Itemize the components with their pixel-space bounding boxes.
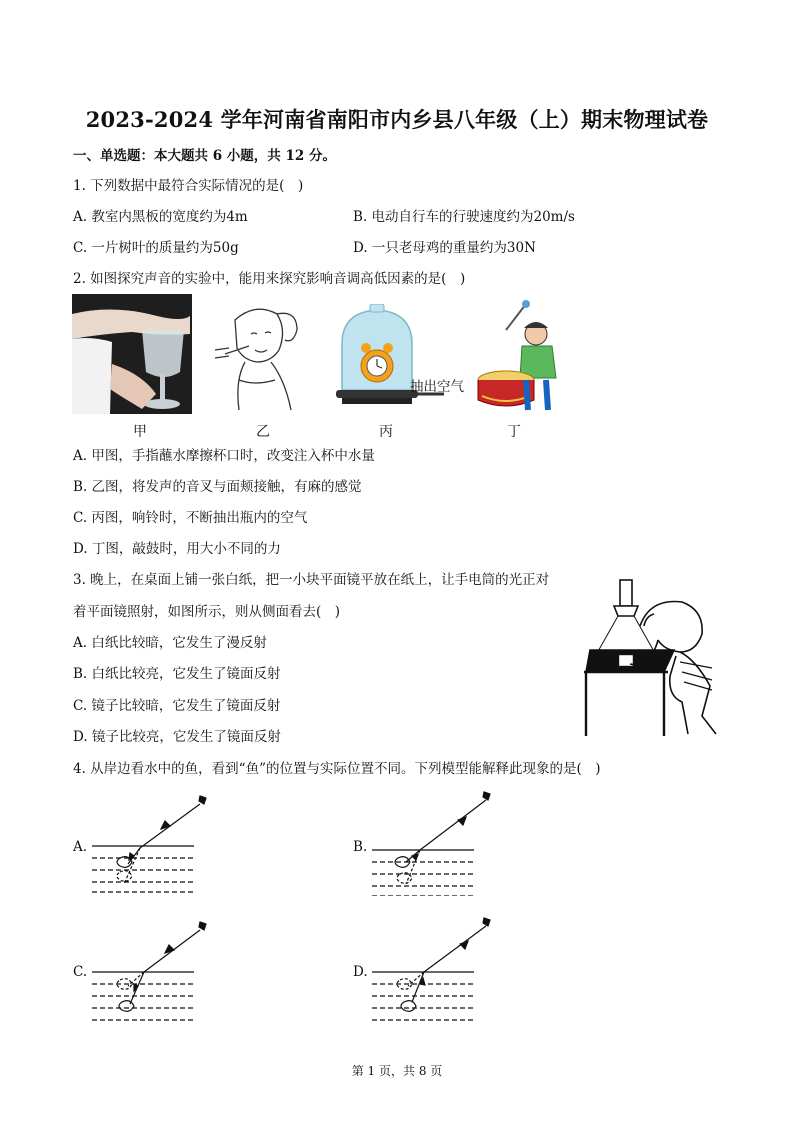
q3-option-d: D. 镜子比较亮，它发生了镜面反射 <box>73 729 281 745</box>
q2-figure-bing-bell-jar <box>332 304 482 416</box>
q3-option-b: B. 白纸比较亮，它发生了镜面反射 <box>73 666 281 682</box>
q2-option-d: D. 丁图，敲鼓时，用大小不同的力 <box>73 541 281 557</box>
q2-option-c: C. 丙图，响铃时，不断抽出瓶内的空气 <box>73 510 308 526</box>
q2-option-b: B. 乙图，将发声的音叉与面颊接触，有麻的感觉 <box>73 479 362 495</box>
q2-caption-ding: 丁 <box>507 424 521 440</box>
q4-label-b: B. <box>353 839 368 855</box>
q4-diagram-b <box>368 786 498 896</box>
q2-caption-yi: 乙 <box>256 424 270 440</box>
q4-label-d: D. <box>353 964 368 980</box>
page-footer: 第 1 页，共 8 页 <box>351 1064 443 1078</box>
q3-stem-line2: 着平面镜照射，如图所示，则从侧面看去( ) <box>73 604 341 620</box>
q4-stem: 4. 从岸边看水中的鱼，看到“鱼”的位置与实际位置不同。下列模型能解释此现象的是( ) <box>73 761 601 777</box>
q3-stem-line1: 3. 晚上，在桌面上铺一张白纸，把一小块平面镜平放在纸上，让手电筒的光正对 <box>73 572 550 588</box>
q1-option-b: B. 电动自行车的行驶速度约为20m/s <box>353 209 575 225</box>
q4-label-c: C. <box>73 964 88 980</box>
page-title: 2023-2024 学年河南省南阳市内乡县八年级（上）期末物理试卷 <box>85 107 709 132</box>
q2-option-a: A. 甲图，手指蘸水摩擦杯口时，改变注入杯中水量 <box>73 448 375 464</box>
q2-figure-ding-drum <box>476 300 576 415</box>
q4-label-a: A. <box>73 839 88 855</box>
q3-option-a: A. 白纸比较暗，它发生了漫反射 <box>73 635 267 651</box>
q2-figure-jia-glass-photo <box>72 294 192 414</box>
q1-option-a: A. 教室内黑板的宽度约为4m <box>73 209 248 225</box>
q2-stem: 2. 如图探究声音的实验中，能用来探究影响音调高低因素的是( ) <box>73 271 466 287</box>
q2-caption-jia: 甲 <box>133 424 147 440</box>
q4-diagram-d <box>368 912 498 1024</box>
q4-diagram-a <box>88 786 218 896</box>
q2-bell-jar-label: 抽出空气 <box>410 379 464 395</box>
q1-option-d: D. 一只老母鸡的重量约为30N <box>353 240 536 256</box>
q2-figure-yi-tuning-fork <box>205 300 305 415</box>
q1-stem: 1. 下列数据中最符合实际情况的是( ) <box>73 178 304 194</box>
section-heading: 一、单选题：本大题共 6 小题，共 12 分。 <box>73 148 336 164</box>
q4-diagram-c <box>88 912 218 1024</box>
q3-option-c: C. 镜子比较暗，它发生了镜面反射 <box>73 698 281 714</box>
q1-option-c: C. 一片树叶的质量约为50g <box>73 240 239 256</box>
q3-figure-flashlight-mirror <box>584 576 724 738</box>
q2-caption-bing: 丙 <box>379 424 393 440</box>
